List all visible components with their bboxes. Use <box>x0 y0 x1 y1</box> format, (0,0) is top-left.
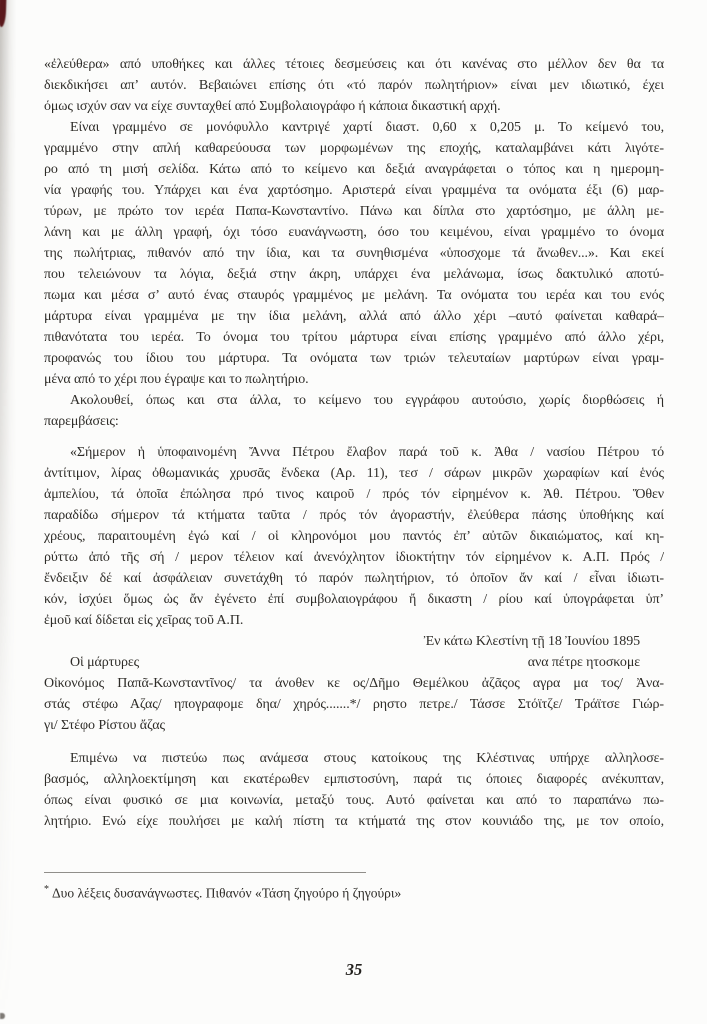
text-line: διεκδικήσει απ’ αυτόν. Βεβαιώνει επίσης ότι «τό παρόν πωλητήριον» είναι μεν ιδιωτικό, έχει <box>44 78 664 93</box>
bottom-left-scan-speck <box>0 1013 5 1019</box>
lead-in-paragraph <box>44 390 664 432</box>
document-quote <box>44 442 664 631</box>
text-line: παραδίδω σήμερον τά κτήματα ταῦτα / πρός τόν ἀγοραστήν, ἐλεύθερα πάσης ὑποθήκης καί <box>44 508 664 523</box>
witnesses-label: Οἱ μάρτυρες <box>70 655 140 670</box>
footnote-marker: * <box>44 884 49 895</box>
text-line: προφανώς του ίδιου του μάρτυρα. Τα ονόματα των τριών τελευταίων μαρτύρων είναι γραμ- <box>44 351 664 366</box>
text-line: γραμμένο στην απλή καθαρεύουσα των μορφωμένων της εποχής, καταλαμβάνει κάτι λιγότε- <box>44 141 664 156</box>
text-line: λητήριο. Ενώ είχε πουλήσει με καλή πίστη τα κτήματά της στον κουνιάδο της, με τον οποίο, <box>44 814 664 829</box>
text-line: όμως ισχύν σαν να είχε συνταχθεί από Συμβολαιογράφο ή κάποια δικαστική αρχή. <box>44 99 501 114</box>
left-edge-scan-shadow <box>0 0 18 1024</box>
text-line: Επιμένω να πιστεύω πως ανάμεσα στους κατοίκους της Κλέστινας υπήρχε αλληλοσε- <box>70 751 664 766</box>
text-line: ἀμπελίου, τά ὁποῖα ἐπώλησα πρό τινος καιροῦ / πρός τόν εἰρημένον κ. Ἀθ. Πέτρου. Ὅθεν <box>44 487 664 502</box>
vertical-gap <box>44 432 664 442</box>
text-line: στάς στέφω Αζας/ ηπογραφομε δηα/ χηρός.......*/ ρηστο πετρε./ Τάσσε Στόϊτζε/ Τράϊτσε Γιώρ- <box>44 697 664 712</box>
footnote <box>44 880 664 904</box>
text-line: Ακολουθεί, όπως και στα άλλα, το κείμενο του εγγράφου αυτούσιο, χωρίς διορθώσεις ή <box>70 393 664 408</box>
footnote-text: Δυο λέξεις δυσανάγνωστες. Πιθανόν «Τάση ζηγούρο ή ζηγούρι» <box>52 885 402 901</box>
text-line: «ἐλεύθερα» από υποθήκες και άλλες τέτοιες δεσμεύσεις και ότι κανένας στο μέλλον δεν θα τα <box>44 57 664 72</box>
vertical-gap <box>44 736 664 748</box>
date-line <box>44 631 664 652</box>
text-line <box>44 652 664 673</box>
text-column <box>44 54 664 832</box>
intro-paragraph <box>44 54 664 117</box>
text-line: τύρων, με πρώτο τον ιερέα Παπα-Κωνσταντίνο. Πάνω και δίπλα στο χαρτόσημο, με άλλη με- <box>44 204 664 219</box>
witnesses-line <box>44 652 664 673</box>
text-line: Είναι γραμμένο σε μονόφυλλο καντριγέ χαρτί διαστ. 0,60 x 0,205 μ. Το κείμενό του, <box>70 120 664 135</box>
text-line: Ἐν κάτω Κλεστίνη τῇ 18 Ἰουνίου 1895 <box>423 634 640 649</box>
text-line: Οἰκονόμος Παπᾶ-Κωνσταντῖνος/ τα άνοθεν κε ος/Δῆμο Θεμέλκου ἀζᾶςος αγρα μα τος/ Ἀνα- <box>44 676 664 691</box>
text-line: ρο από τη μισή σελίδα. Κάτω από το κείμενο και δεξιά αναγράφεται ο τόπος και η ημερομη- <box>44 162 664 177</box>
closing-paragraph <box>44 748 664 832</box>
text-line: που τελειώνουν τα λόγια, δεξιά στην άκρη, υπάρχει ένα μελάνωμα, ίσως δακτυλικό αποτύ- <box>44 267 664 282</box>
text-line: «Σήμερον ἡ ὑποφαινομένη Ἄννα Πέτρου ἔλαβον παρά τοῦ κ. Ἀθα / νασίου Πέτρου τό <box>70 445 664 460</box>
text-line: ρύττω ἀπό τῆς σή / μερον τέλειον καί ἀνενόχλητον ἰδιοκτήτην τόν εἰρημένον κ. Α.Π. Πρός / <box>44 550 664 565</box>
text-line: ἀντίτιμον, λίρας ὀθωμανικάς χρυσᾶς ἔνδεκα (Αρ. 11), τεσ / σάρων μικρῶν χωραφίων καί ἑνός <box>44 466 664 481</box>
text-line: πιθανότατα του ιερέα. Το όνομα του τρίτου μάρτυρα είναι επίσης γραμμένο από άλλο χέρι, <box>44 330 664 345</box>
signatures <box>44 673 664 736</box>
footnote-separator <box>44 872 366 873</box>
witness-inscription: ανα πέτρε ητοσκομε <box>527 655 640 670</box>
page-number: 35 <box>345 960 363 979</box>
text-line: νία γραφής του. Υπάρχει και ένα χαρτόσημο. Αριστερά είναι γραμμένα τα ονόματα έξι (6) μαρ- <box>44 183 664 198</box>
text-line: χρέους, παραιτουμένη ἐγώ καί / οἱ κληρονόμοι μου παντός ἐπ’ αὐτῶν δικαιώματος, καί κη- <box>44 529 664 544</box>
text-line: της πωλήτριας, πιθανόν από την ίδια, και τα συνηθισμένα «ὑποσχομε τά ἄνωθεν...». Και εκεί <box>44 246 664 261</box>
text-line: μένα από το χέρι που έγραψε και το πωλητήριο. <box>44 372 309 387</box>
text-line: ἐμοῦ καί δίδεται εἰς χεῖρας τοῦ Α.Π. <box>44 613 244 628</box>
text-line: βασμός, αλληλοεκτίμηση και εκατέρωθεν εμπιστοσύνη, παρά τις όποιες διαφορές ανέκυπταν, <box>44 772 664 787</box>
text-line: ἔνδειξιν δέ καί ἀσφάλειαν συνετάχθη τό παρόν πωλητήριον, τό ὁποῖον ἄν καί / εἶναι ἰδιωτι- <box>44 571 664 586</box>
text-line: όπως είναι φυσικό σε μια κοινωνία, μεταξύ τους. Αυτό φαίνεται και από το παραπάνω πω- <box>44 793 664 808</box>
text-line: κόν, ἰσχύει ὅμως ὡς ἄν ἐγένετο ἐπί συμβολαιογράφου ἤ δικαστη / ρίου καί ὑπογράφεται ὑπ’ <box>44 592 664 607</box>
text-line: γι/ Στέφο Ρίστου ἄζας <box>44 718 165 733</box>
description-paragraph <box>44 117 664 390</box>
text-line: λάνη και με άλλη γραφή, όχι τόσο ευανάγνωστη, όσο του κειμένου, είναι γραμμένο το όνομα <box>44 225 664 240</box>
text-line: παρεμβάσεις: <box>44 414 119 429</box>
text-line: πωμα και μέσα σ’ αυτό ένας σταυρός γραμμένος με μελάνη. Τα ονόματα του ιερέα και του ενός <box>44 288 664 303</box>
text-line: μάρτυρα είναι γραμμένα με την ίδια μελάνη, αλλά από άλλο χέρι –αυτό φαίνεται καθαρά– <box>44 309 664 324</box>
